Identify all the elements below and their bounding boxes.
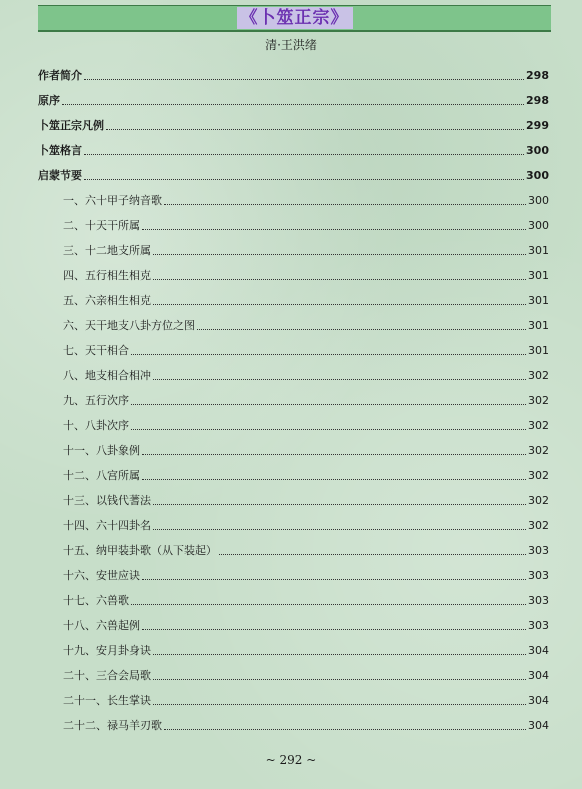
toc-entry-page: 302 <box>528 519 549 532</box>
toc-entry-page: 304 <box>528 669 549 682</box>
toc-entry-label: 二十二、禄马羊刃歌 <box>63 719 162 732</box>
dot-leader <box>142 228 526 230</box>
toc-entry-page: 302 <box>528 469 549 482</box>
toc-entry-page: 303 <box>528 619 549 632</box>
toc-entry-label: 四、五行相生相克 <box>63 269 151 282</box>
toc-entry[interactable] <box>38 637 549 662</box>
book-title: 《卜筮正宗》 <box>237 7 353 29</box>
toc-entry[interactable] <box>38 387 549 412</box>
toc-entry-label: 作者简介 <box>38 69 82 82</box>
toc-entry-label: 卜筮正宗凡例 <box>38 119 104 132</box>
toc-entry-page: 300 <box>528 219 549 232</box>
toc-entry-page: 303 <box>528 594 549 607</box>
dot-leader <box>106 128 524 130</box>
toc-entry-label: 六、天干地支八卦方位之图 <box>63 319 195 332</box>
toc-entry[interactable] <box>38 487 549 512</box>
dot-leader <box>142 478 526 480</box>
toc-entry-page: 302 <box>528 494 549 507</box>
dot-leader <box>62 103 524 105</box>
toc-entry-page: 302 <box>528 369 549 382</box>
toc-entry-label: 十、八卦次序 <box>63 419 129 432</box>
toc-entry[interactable] <box>38 462 549 487</box>
toc-entry[interactable] <box>38 162 549 187</box>
toc-entry-label: 启蒙节要 <box>38 169 82 182</box>
toc-entry[interactable] <box>38 237 549 262</box>
toc-entry[interactable] <box>38 662 549 687</box>
toc-entry[interactable] <box>38 112 549 137</box>
toc-entry[interactable] <box>38 437 549 462</box>
dot-leader <box>153 703 526 705</box>
toc-entry[interactable] <box>38 362 549 387</box>
page-number: ~ 292 ~ <box>265 753 317 767</box>
dot-leader <box>164 203 526 205</box>
toc-entry-label: 二、十天干所属 <box>63 219 140 232</box>
toc-entry[interactable] <box>38 262 549 287</box>
toc-entry-page: 299 <box>526 119 549 132</box>
toc-entry[interactable] <box>38 312 549 337</box>
toc-entry[interactable] <box>38 612 549 637</box>
toc-entry-label: 十七、六兽歌 <box>63 594 129 607</box>
toc-entry-label: 二十、三合会局歌 <box>63 669 151 682</box>
toc-entry-page: 300 <box>526 144 549 157</box>
dot-leader <box>164 728 526 730</box>
toc-entry-label: 十六、安世应诀 <box>63 569 140 582</box>
toc-entry-label: 十一、八卦象例 <box>63 444 140 457</box>
dot-leader <box>153 253 526 255</box>
toc-entry[interactable] <box>38 212 549 237</box>
toc-entry-page: 301 <box>528 344 549 357</box>
toc-entry-page: 298 <box>526 94 549 107</box>
dot-leader <box>131 353 526 355</box>
toc-entry-page: 302 <box>528 394 549 407</box>
toc-entry-label: 三、十二地支所属 <box>63 244 151 257</box>
toc-entry-page: 300 <box>526 169 549 182</box>
toc-entry-page: 302 <box>528 444 549 457</box>
toc-entry-label: 一、六十甲子纳音歌 <box>63 194 162 207</box>
dot-leader <box>84 153 524 155</box>
toc-entry-label: 九、五行次序 <box>63 394 129 407</box>
dot-leader <box>197 328 526 330</box>
toc-entry[interactable] <box>38 562 549 587</box>
author-line: 清·王洪绪 <box>265 38 317 52</box>
toc-entry-label: 原序 <box>38 94 60 107</box>
toc-entry-page: 301 <box>528 269 549 282</box>
toc-entry-label: 十八、六兽起例 <box>63 619 140 632</box>
toc-entry-label: 七、天干相合 <box>63 344 129 357</box>
toc-entry-page: 301 <box>528 294 549 307</box>
toc-entry[interactable] <box>38 687 549 712</box>
dot-leader <box>153 378 526 380</box>
dot-leader <box>84 78 524 80</box>
toc-entry[interactable] <box>38 287 549 312</box>
toc-entry[interactable] <box>38 137 549 162</box>
toc-entry-label: 卜筮格言 <box>38 144 82 157</box>
title-bar <box>38 5 551 32</box>
toc-entry[interactable] <box>38 412 549 437</box>
dot-leader <box>153 678 526 680</box>
toc-entry[interactable] <box>38 87 549 112</box>
table-of-contents <box>38 62 549 737</box>
dot-leader <box>131 428 526 430</box>
dot-leader <box>219 553 526 555</box>
dot-leader <box>84 178 524 180</box>
toc-entry[interactable] <box>38 537 549 562</box>
dot-leader <box>153 653 526 655</box>
dot-leader <box>153 278 526 280</box>
toc-entry-page: 298 <box>526 69 549 82</box>
toc-entry-page: 303 <box>528 569 549 582</box>
toc-entry[interactable] <box>38 712 549 737</box>
toc-entry-label: 十二、八宫所属 <box>63 469 140 482</box>
toc-entry-label: 五、六亲相生相克 <box>63 294 151 307</box>
toc-entry-page: 300 <box>528 194 549 207</box>
toc-entry-label: 二十一、长生掌诀 <box>63 694 151 707</box>
dot-leader <box>131 603 526 605</box>
toc-entry[interactable] <box>38 512 549 537</box>
toc-entry[interactable] <box>38 337 549 362</box>
toc-entry-page: 304 <box>528 694 549 707</box>
dot-leader <box>142 578 526 580</box>
toc-entry[interactable] <box>38 62 549 87</box>
toc-entry-page: 304 <box>528 719 549 732</box>
toc-entry-page: 301 <box>528 244 549 257</box>
toc-entry-page: 304 <box>528 644 549 657</box>
toc-entry-label: 十五、纳甲装卦歌（从下装起） <box>63 544 217 557</box>
toc-entry[interactable] <box>38 587 549 612</box>
toc-entry-page: 303 <box>528 544 549 557</box>
dot-leader <box>153 503 526 505</box>
toc-entry[interactable] <box>38 187 549 212</box>
dot-leader <box>153 303 526 305</box>
toc-entry-label: 八、地支相合相冲 <box>63 369 151 382</box>
dot-leader <box>142 453 526 455</box>
toc-entry-page: 302 <box>528 419 549 432</box>
toc-entry-label: 十四、六十四卦名 <box>63 519 151 532</box>
dot-leader <box>131 403 526 405</box>
toc-entry-page: 301 <box>528 319 549 332</box>
toc-entry-label: 十九、安月卦身诀 <box>63 644 151 657</box>
dot-leader <box>142 628 526 630</box>
dot-leader <box>153 528 526 530</box>
toc-entry-label: 十三、以钱代蓍法 <box>63 494 151 507</box>
